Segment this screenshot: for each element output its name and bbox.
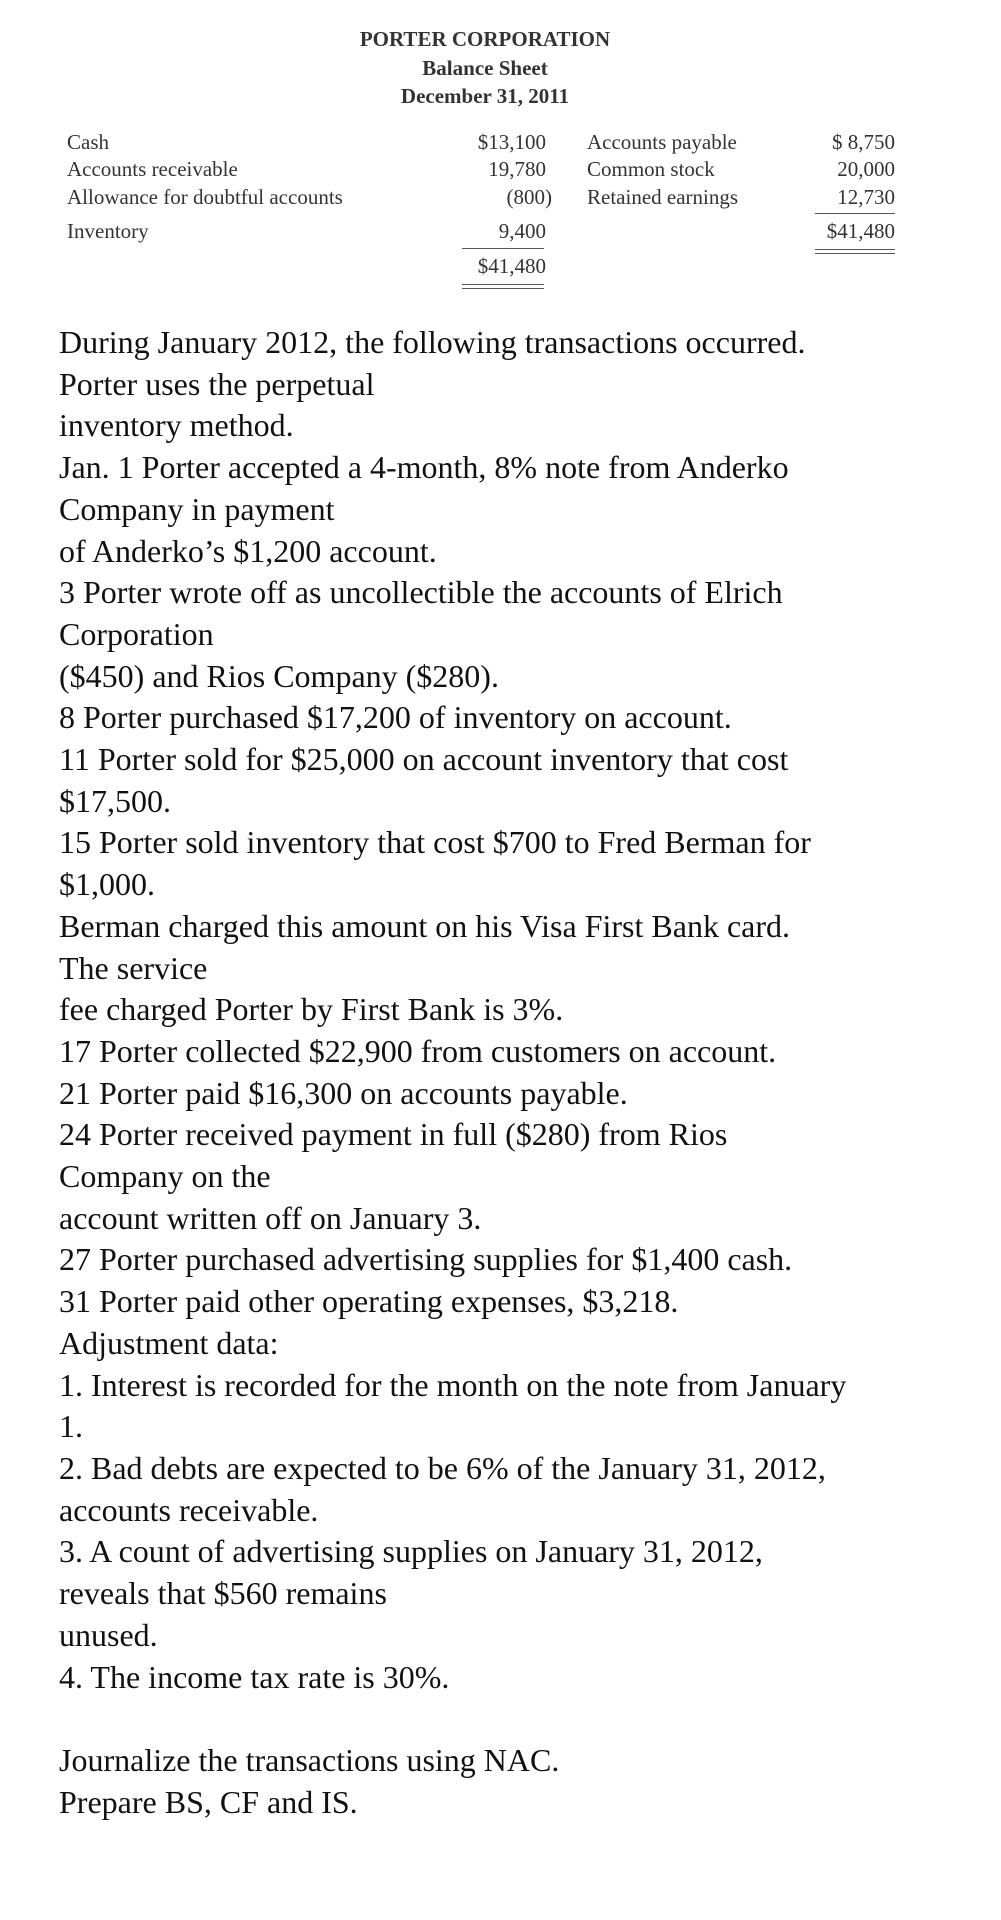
text-line: unused. bbox=[59, 1616, 158, 1653]
text-line: Berman charged this amount on his Visa First Bank card. bbox=[59, 907, 790, 944]
text-line: ($450) and Rios Company ($280). bbox=[59, 657, 499, 694]
text-line: Company on the bbox=[59, 1158, 271, 1195]
le-subtotal-rule bbox=[815, 213, 895, 214]
asset-amount-cash: $13,100 bbox=[477, 130, 546, 154]
assets-total-double-rule bbox=[462, 284, 544, 289]
asset-amount-inventory: 9,400 bbox=[498, 219, 546, 243]
le-amount-ap: $ 8,750 bbox=[832, 130, 895, 154]
text-line: Porter uses the perpetual bbox=[59, 365, 375, 402]
instruction-line: Prepare BS, CF and IS. bbox=[59, 1783, 358, 1820]
problem-text bbox=[59, 322, 979, 1823]
le-total-double-rule bbox=[815, 249, 895, 254]
le-total: $41,480 bbox=[826, 219, 895, 243]
text-line: 21 Porter paid $16,300 on accounts payable. bbox=[59, 1074, 628, 1111]
text-line: 1. Interest is recorded for the month on the note from January bbox=[59, 1366, 847, 1403]
asset-label-ar: Accounts receivable bbox=[67, 157, 238, 181]
text-line: 3. A count of advertising supplies on January 31, 2012, bbox=[59, 1533, 763, 1570]
text-line: 8 Porter purchased $17,200 of inventory on account. bbox=[59, 699, 732, 736]
text-line: 15 Porter sold inventory that cost $700 to Fred Berman for bbox=[59, 824, 811, 861]
asset-label-allowance: Allowance for doubtful accounts bbox=[67, 185, 343, 209]
text-line: account written off on January 3. bbox=[59, 1199, 482, 1236]
text-line: 27 Porter purchased advertising supplies for $1,400 cash. bbox=[59, 1241, 793, 1278]
text-line: $1,000. bbox=[59, 866, 155, 903]
text-line: 3 Porter wrote off as uncollectible the accounts of Elrich bbox=[59, 574, 783, 611]
statement-date: December 31, 2011 bbox=[400, 84, 570, 108]
text-line: 31 Porter paid other operating expenses, $3,218. bbox=[59, 1283, 679, 1320]
text-line: 2. Bad debts are expected to be 6% of the January 31, 2012, bbox=[59, 1449, 826, 1486]
text-line: of Anderko’s $1,200 account. bbox=[59, 532, 437, 569]
assets-subtotal-rule bbox=[462, 248, 544, 249]
text-line: reveals that $560 remains bbox=[59, 1575, 387, 1612]
text-line: accounts receivable. bbox=[59, 1491, 319, 1528]
text-line: 17 Porter collected $22,900 from customers on account. bbox=[59, 1032, 777, 1069]
le-label-ap: Accounts payable bbox=[587, 130, 737, 154]
company-name: PORTER CORPORATION bbox=[359, 27, 611, 51]
assets-total: $41,480 bbox=[477, 254, 546, 278]
text-line: Jan. 1 Porter accepted a 4-month, 8% note from Anderko bbox=[59, 449, 789, 486]
text-line: fee charged Porter by First Bank is 3%. bbox=[59, 991, 564, 1028]
le-amount-common-stock: 20,000 bbox=[837, 157, 895, 181]
asset-amount-ar: 19,780 bbox=[488, 157, 546, 181]
text-line: 24 Porter received payment in full ($280) from Rios bbox=[59, 1116, 728, 1153]
asset-label-inventory: Inventory bbox=[67, 219, 149, 243]
blank-line bbox=[59, 1698, 979, 1740]
text-line: Company in payment bbox=[59, 490, 335, 527]
text-line: Adjustment data: bbox=[59, 1324, 279, 1361]
asset-label-cash: Cash bbox=[67, 130, 109, 154]
text-line: During January 2012, the following transactions occurred. bbox=[59, 324, 806, 360]
text-line: 4. The income tax rate is 30%. bbox=[59, 1658, 450, 1695]
text-line: 1. bbox=[59, 1408, 83, 1445]
le-amount-retained-earnings: 12,730 bbox=[837, 185, 895, 209]
instruction-line: Journalize the transactions using NAC. bbox=[59, 1741, 560, 1778]
text-line: $17,500. bbox=[59, 782, 171, 819]
text-line: The service bbox=[59, 949, 208, 986]
text-line: Corporation bbox=[59, 615, 214, 652]
asset-amount-allowance: (800) bbox=[506, 185, 552, 209]
le-label-common-stock: Common stock bbox=[587, 157, 715, 181]
statement-title: Balance Sheet bbox=[422, 56, 548, 80]
le-label-retained-earnings: Retained earnings bbox=[587, 185, 739, 209]
text-line: inventory method. bbox=[59, 407, 294, 444]
text-line: 11 Porter sold for $25,000 on account inventory that cost bbox=[59, 741, 789, 778]
